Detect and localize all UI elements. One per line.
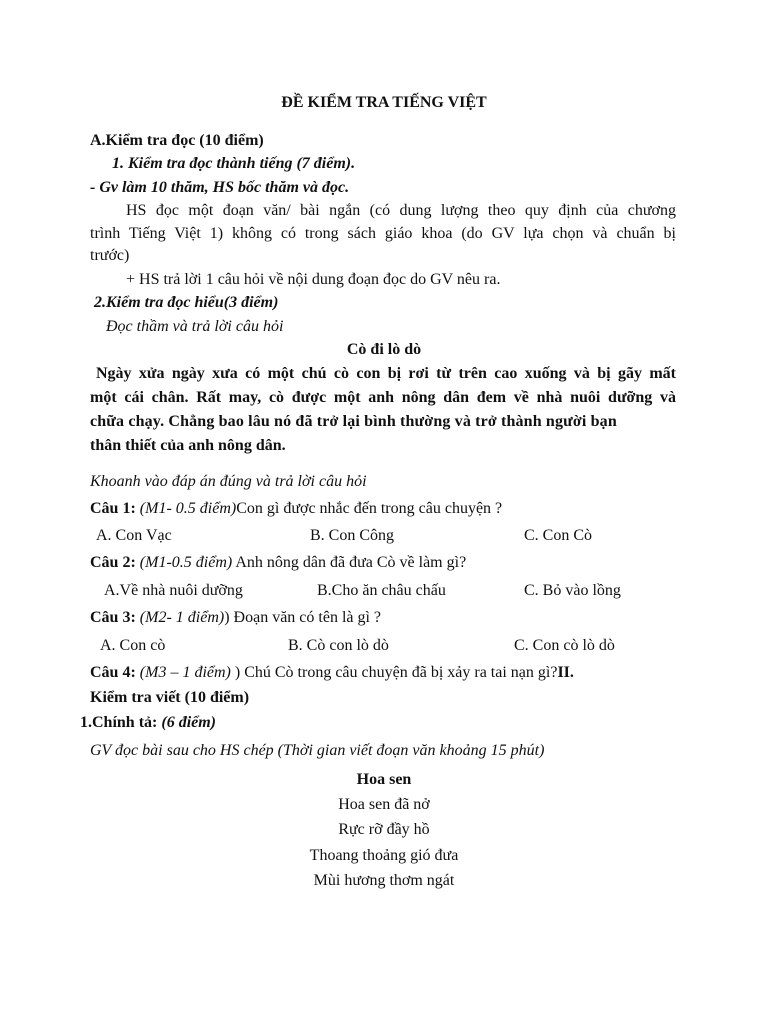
part2-heading: 2.Kiểm tra đọc hiểu(3 điểm): [94, 294, 279, 311]
question-4: [90, 663, 574, 683]
question-text: ) Chú Cò trong câu chuyện đã bị xảy ra tai nạn gì?: [230, 664, 558, 681]
page-title: ĐỀ KIỂM TRA TIẾNG VIỆT: [281, 94, 487, 111]
section-b-number: II.: [557, 664, 574, 681]
answer-option: B. Cò con lò dò: [288, 637, 389, 654]
story-title: Cò đi lò dò: [346, 341, 422, 358]
question-text: Con gì được nhắc đến trong câu chuyện ?: [236, 500, 503, 517]
question-label: Câu 3:: [90, 609, 140, 626]
story-line: một cái chân. Rất may, cò được một anh nông dân đem về nhà nuôi dưỡng và: [90, 389, 676, 406]
question-label: Câu 2:: [90, 554, 140, 571]
dictation-heading: [80, 713, 216, 733]
question-label: Câu 4:: [90, 664, 140, 681]
questions-instruction: Khoanh vào đáp án đúng và trả lời câu hỏi: [90, 473, 367, 490]
question-points: (M3 – 1 điểm): [139, 664, 231, 681]
question-text: Anh nông dân đã đưa Cò về làm gì?: [232, 554, 467, 571]
question-points: (M1-0.5 điểm): [139, 554, 233, 571]
answer-option: A.Về nhà nuôi dưỡng: [104, 582, 243, 599]
poem-line: Thoang thoảng gió đưa: [309, 847, 459, 864]
dictation-points: (6 điểm): [161, 714, 217, 731]
answer-option: A. Con cò: [100, 637, 166, 654]
question-3: [90, 608, 381, 628]
answer-option: C. Con Cò: [524, 527, 593, 544]
answer-option: C. Con cò lò dò: [514, 637, 615, 654]
section-a-heading: A.Kiểm tra đọc (10 điểm): [90, 132, 264, 149]
part1-heading: 1. Kiểm tra đọc thành tiếng (7 điểm).: [112, 155, 356, 172]
story-line: chữa chạy. Chẳng bao lâu nó đã trở lại bình thường và trở thành người bạn: [90, 413, 617, 430]
part2-instruction: Đọc thầm và trả lời câu hỏi: [106, 318, 284, 335]
section-b-heading: Kiểm tra viết (10 điểm): [90, 689, 250, 706]
poem-line: Mùi hương thơm ngát: [313, 872, 455, 889]
part1-bullet: + HS trả lời 1 câu hỏi về nội dung đoạn đọc do GV nêu ra.: [126, 271, 501, 288]
answer-option: B.Cho ăn châu chấu: [317, 582, 446, 599]
story-line: thân thiết của anh nông dân.: [90, 437, 286, 454]
poem-title: Hoa sen: [356, 771, 412, 788]
question-points: (M2- 1 điểm): [139, 609, 225, 626]
dictation-instruction: GV đọc bài sau cho HS chép (Thời gian viết đoạn văn khoảng 15 phút): [90, 742, 545, 759]
answer-option: C. Bỏ vào lồng: [524, 582, 621, 599]
answer-option: A. Con Vạc: [96, 527, 172, 544]
part1-note: - Gv làm 10 thăm, HS bốc thăm và đọc.: [90, 179, 350, 196]
question-1: [90, 499, 502, 519]
part1-paragraph-line: HS đọc một đoạn văn/ bài ngắn (có dung lượng theo quy định của chương: [126, 202, 676, 219]
answer-option: B. Con Công: [310, 527, 395, 544]
poem-line: Hoa sen đã nở: [338, 796, 430, 813]
question-text: ) Đoạn văn có tên là gì ?: [224, 609, 382, 626]
part1-paragraph-line: trước): [90, 247, 130, 264]
question-2: [90, 553, 466, 573]
poem-line: Rực rỡ đầy hồ: [338, 821, 430, 838]
question-label: Câu 1:: [90, 500, 140, 517]
dictation-label: 1.Chính tả:: [80, 714, 162, 731]
story-line: Ngày xửa ngày xưa có một chú cò con bị rơi từ trên cao xuống và bị gãy mất: [96, 365, 676, 382]
part1-paragraph-line: trình Tiếng Việt 1) không có trong sách giáo khoa (do GV lựa chọn và chuẩn bị: [90, 225, 676, 242]
question-points: (M1- 0.5 điểm): [139, 500, 237, 517]
